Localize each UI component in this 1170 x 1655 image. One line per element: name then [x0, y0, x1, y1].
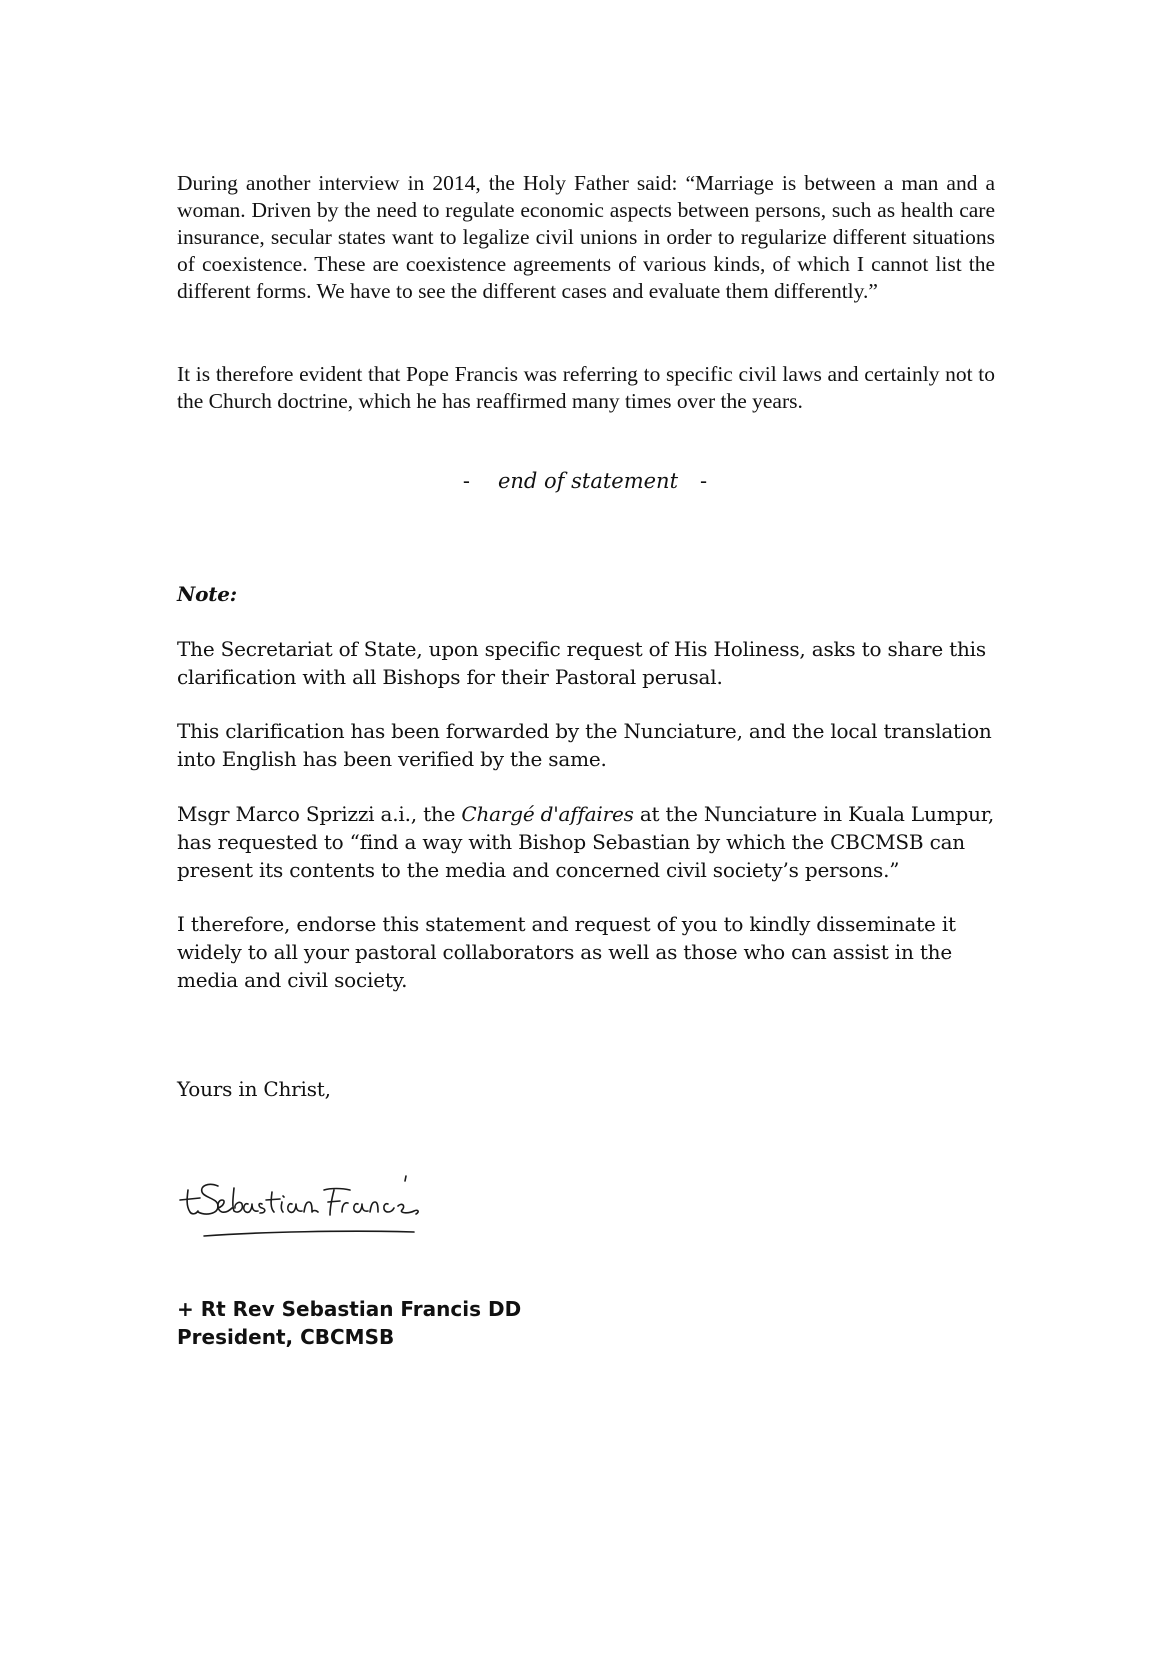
paragraph-5-rest: at the Nunciature in Kuala Lumpur, has requested to “find a way with Bishop Sebastian by which the CBCMSB can present its contents to the media and concerned civil society’s persons.”: [177, 802, 995, 882]
paragraph-interview-quote: During another interview in 2014, the Holy Father said: “Marriage is between a man and a woman. Driven by the need to regulate economic aspects between persons, such as health care insurance, secular states want to legalize civil unions in order to regularize different situations of coexistence. These are coexistence agreements of various kinds, of which I cannot list the different forms. We have to see the different cases and evaluate them differently.”: [177, 171, 995, 303]
closing-salutation: Yours in Christ,: [177, 1077, 331, 1101]
paragraph-conclusion: It is therefore evident that Pope Francis was referring to specific civil laws and certainly not to the Church doctrine, which he has reaffirmed many times over the years.: [177, 362, 995, 413]
paragraph-endorsement: I therefore, endorse this statement and request of you to kindly disseminate it widely to all your pastoral collaborators as well as those who can assist in the media and civil society.: [177, 912, 956, 992]
end-marker-right-dash: -: [700, 469, 708, 493]
paragraph-nunciature-forwarded: This clarification has been forwarded by the Nunciature, and the local translation into English has been verified by the same.: [177, 719, 992, 771]
paragraph-5-italic-title: Chargé d'affaires: [461, 802, 634, 826]
signer-name: + Rt Rev Sebastian Francis DD: [177, 1297, 522, 1321]
paragraph-secretariat-request: The Secretariat of State, upon specific request of His Holiness, asks to share this clarification with all Bishops for their Pastoral perusal.: [177, 637, 986, 689]
end-marker-left-dash: -: [462, 469, 470, 493]
signer-title: President, CBCMSB: [177, 1325, 395, 1349]
handwritten-signature: [178, 1168, 438, 1248]
note-heading: Note:: [177, 582, 237, 606]
paragraph-5-lead: Msgr Marco Sprizzi a.i., the: [177, 802, 462, 826]
paragraph-charge-daffaires-request: [177, 800, 1007, 884]
end-marker-text: end of statement: [497, 469, 679, 493]
end-of-statement-marker: [0, 469, 1170, 493]
